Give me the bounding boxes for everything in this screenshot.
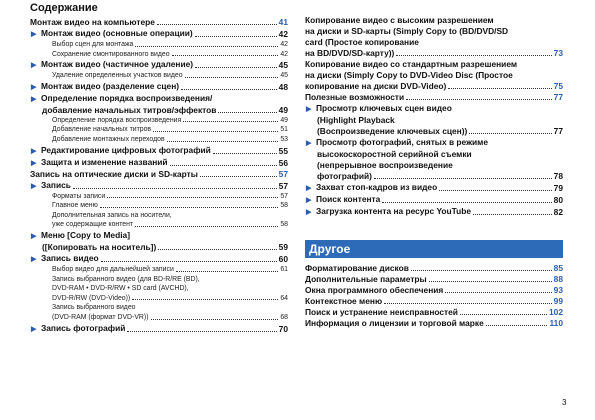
toc-entry-title: (Воспроизведение ключевых сцен)) <box>317 126 468 136</box>
dot-leader <box>195 67 277 68</box>
toc-entry[interactable] <box>305 318 563 329</box>
toc-entry-title: Просмотр фотографий, снятых в режиме <box>316 137 489 147</box>
dot-leader <box>195 36 277 37</box>
dot-leader <box>101 261 277 262</box>
toc-entry-title: Запись выбранного видео (для BD-R/RE (BD), <box>52 275 200 283</box>
toc-entry-title: добавление начальных титров/эффектов <box>42 104 217 115</box>
dot-leader <box>406 99 552 100</box>
dot-leader <box>73 188 277 189</box>
toc-entry[interactable] <box>305 194 563 206</box>
right-triangle-icon: ▶ <box>31 83 37 91</box>
toc-entry-title: Добавление начальных титров <box>52 126 152 134</box>
toc-page-number[interactable]: 58 <box>280 221 288 229</box>
toc-entry[interactable] <box>305 285 563 296</box>
dot-leader <box>107 197 278 198</box>
toc-entry-title: (Highlight Playback <box>317 115 395 125</box>
toc-entry-title: Монтаж видео (разделение сцен) <box>41 80 180 91</box>
right-triangle-icon: ▶ <box>31 62 37 70</box>
dot-leader <box>439 190 551 191</box>
toc-entry-title: card (Простое копирование <box>305 37 419 47</box>
dot-leader <box>132 299 278 300</box>
toc-entry-title: Окна программного обеспечения <box>305 285 444 295</box>
dot-leader <box>176 271 279 272</box>
right-triangle-icon: ▶ <box>31 325 37 333</box>
dot-leader <box>151 319 279 320</box>
toc-entry-title: Монтаж видео (основные операции) <box>41 28 193 38</box>
dot-leader <box>384 303 552 304</box>
toc-page-number[interactable]: 79 <box>553 183 563 193</box>
toc-page-number[interactable]: 75 <box>553 81 563 91</box>
dot-leader <box>486 325 548 326</box>
dot-leader <box>157 24 277 25</box>
toc-entry-title: фотографий) <box>317 171 372 181</box>
toc-entry-title: Полезные возможности <box>305 92 405 102</box>
right-triangle-icon: ▶ <box>31 232 37 240</box>
toc-entry[interactable] <box>30 135 288 145</box>
toc-page-number[interactable]: 57 <box>278 168 288 179</box>
toc-page-number[interactable]: 77 <box>553 126 563 136</box>
toc-entry-title: на BD/DVD/SD-карту)) <box>305 48 395 58</box>
toc-entry[interactable] <box>30 230 288 253</box>
toc-entry-title: Контекстное меню <box>305 296 383 306</box>
toc-entry-title: Копирование видео с высоким разрешением <box>305 15 494 25</box>
toc-entry[interactable] <box>305 137 563 182</box>
toc-page-number[interactable]: 82 <box>553 207 563 217</box>
toc-entry[interactable] <box>305 59 563 92</box>
toc-page-number[interactable]: 73 <box>553 48 563 58</box>
right-triangle-icon: ▶ <box>31 95 37 103</box>
toc-page-number[interactable]: 70 <box>278 323 288 334</box>
dot-leader <box>127 331 276 332</box>
right-triangle-icon: ▶ <box>306 106 312 113</box>
toc-entry[interactable] <box>305 206 563 218</box>
toc-entry[interactable] <box>30 253 288 265</box>
dot-leader <box>213 153 277 154</box>
toc-page-number[interactable]: 77 <box>553 92 563 102</box>
toc-page-number[interactable]: 49 <box>280 116 288 124</box>
toc-page-number[interactable]: 42 <box>278 29 288 39</box>
toc-entry-title: Редактирование цифровых фотографий <box>41 144 211 155</box>
toc-page-number[interactable]: 80 <box>553 195 563 205</box>
toc-entry-title: Защита и изменение названий <box>41 156 168 167</box>
toc-entry-title: Запись на оптические диски и SD-карты <box>30 168 198 179</box>
dot-leader <box>218 112 276 113</box>
toc-page-number[interactable]: 59 <box>278 241 288 252</box>
toc-entry-title: DVD-R/RW (DVD-Video)) <box>52 294 131 302</box>
toc-page-number[interactable]: 68 <box>280 313 288 321</box>
toc-page-number[interactable]: 57 <box>278 180 288 191</box>
toc-entry-title: Форматы записи <box>52 192 106 200</box>
toc-entry[interactable] <box>30 201 288 211</box>
right-triangle-icon: ▶ <box>306 185 312 192</box>
toc-page-number[interactable]: 48 <box>278 81 288 92</box>
right-triangle-icon: ▶ <box>31 182 37 190</box>
toc-entry-title: Главное меню <box>52 202 98 210</box>
toc-entry[interactable] <box>30 180 288 192</box>
toc-entry[interactable] <box>305 274 563 285</box>
toc-page-number[interactable]: 85 <box>553 263 563 273</box>
toc-page-number[interactable]: 93 <box>553 285 563 295</box>
dot-leader <box>473 214 552 215</box>
toc-entry[interactable] <box>305 263 563 274</box>
toc-entry[interactable] <box>30 17 288 28</box>
toc-entry-title: на диски и SD-карты (Simply Copy to (BD/DVD/SD <box>305 26 509 36</box>
dot-leader <box>172 55 279 56</box>
toc-entry[interactable] <box>305 307 563 318</box>
toc-entry-title: Захват стоп-кадров из видео <box>316 182 438 192</box>
toc-list <box>305 15 563 218</box>
right-triangle-icon: ▶ <box>31 255 37 263</box>
toc-page-number[interactable]: 64 <box>280 294 288 302</box>
toc-entry[interactable] <box>30 59 288 71</box>
toc-page-number[interactable]: 57 <box>280 192 288 200</box>
toc-page-number[interactable]: 78 <box>553 171 563 181</box>
toc-entry-title: Запись фотографий <box>41 322 126 333</box>
toc-entry-title: уже содержащие контент <box>52 221 134 229</box>
toc-entry[interactable] <box>30 303 288 322</box>
toc-entry-title: Выбор видео для дальнейшей записи <box>52 265 174 273</box>
dot-leader <box>170 165 277 166</box>
toc-entry[interactable] <box>30 275 288 304</box>
dot-leader <box>135 226 278 227</box>
dot-leader <box>429 281 552 282</box>
dot-leader <box>200 176 277 177</box>
toc-entry[interactable] <box>30 125 288 135</box>
right-triangle-icon: ▶ <box>306 197 312 204</box>
toc-page-number[interactable]: 110 <box>549 318 563 328</box>
toc-entry[interactable] <box>30 211 288 230</box>
toc-entry[interactable] <box>305 15 563 59</box>
toc-page-number[interactable]: 49 <box>278 104 288 115</box>
toc-entry[interactable] <box>30 71 288 81</box>
toc-list-other <box>305 263 563 329</box>
toc-entry-title: Информация о лицензии и торговой марке <box>305 318 484 328</box>
toc-entry[interactable] <box>305 296 563 307</box>
toc-entry[interactable] <box>305 182 563 194</box>
page-title: Содержание <box>30 2 98 14</box>
toc-page-number[interactable]: 55 <box>278 145 288 156</box>
toc-entry[interactable] <box>30 93 288 116</box>
toc-entry-title: Добавление монтажных переходов <box>52 135 165 143</box>
toc-entry[interactable] <box>30 116 288 126</box>
dot-leader <box>100 207 279 208</box>
toc-entry[interactable] <box>305 92 563 103</box>
toc-page-number[interactable]: 41 <box>278 17 288 27</box>
toc-entry-title: высокоскоростной серийной съемки <box>317 149 472 159</box>
dot-leader <box>460 314 547 315</box>
toc-entry-title: Запись <box>41 179 71 190</box>
toc-page-number[interactable]: 61 <box>280 265 288 273</box>
dot-leader <box>448 88 551 89</box>
section-header-other: Другое <box>305 240 563 258</box>
toc-entry[interactable] <box>30 323 288 335</box>
dot-leader <box>135 46 278 47</box>
toc-page-number[interactable]: 88 <box>553 274 563 284</box>
toc-entry[interactable] <box>30 40 288 50</box>
toc-entry[interactable] <box>30 169 288 180</box>
toc-entry-title: Монтаж видео (частичное удаление) <box>41 59 194 70</box>
dot-leader <box>167 141 279 142</box>
toc-entry-title: ([Копировать на носитель]) <box>42 241 157 252</box>
toc-entry[interactable] <box>30 145 288 157</box>
toc-entry-title: Меню [Copy to Media] <box>41 229 130 240</box>
toc-entry-title: Просмотр ключевых сцен видео <box>316 103 452 113</box>
dot-leader <box>469 133 551 134</box>
toc-entry-title: Копирование видео со стандартным разрешением <box>305 59 518 69</box>
toc-entry-title: Сохранение смонтированного видео <box>52 50 170 58</box>
right-triangle-icon: ▶ <box>31 31 37 38</box>
toc-entry-title: Загрузка контента на ресурс YouTube <box>316 206 472 216</box>
toc-page-number[interactable]: 51 <box>280 126 288 134</box>
toc-entry-title: на диски (Simply Copy to DVD-Video Disc (Простое <box>305 70 513 80</box>
dot-leader <box>374 178 552 179</box>
toc-page-number[interactable]: 53 <box>280 135 288 143</box>
toc-entry-title: копирование на диски DVD-Video) <box>305 81 447 91</box>
toc-entry-title: Запись видео <box>41 252 99 263</box>
toc-page-number[interactable]: 102 <box>549 307 563 317</box>
toc-entry-title: (непрерывное воспроизведение <box>317 160 453 170</box>
dot-leader <box>158 249 276 250</box>
toc-entry-title: Удаление определенных участков видео <box>52 72 183 80</box>
toc-entry[interactable] <box>30 28 288 40</box>
toc-entry-title: Определение порядка воспроизведения <box>52 116 182 124</box>
page-number: 3 <box>562 398 567 407</box>
toc-entry-title: Выбор сцен для монтажа <box>52 41 134 48</box>
toc-entry-title: Поиск и устранение неисправностей <box>305 307 458 317</box>
dot-leader <box>396 55 551 56</box>
toc-entry[interactable] <box>30 192 288 202</box>
dot-leader <box>445 292 551 293</box>
toc-entry-title: Форматирование дисков <box>305 263 409 273</box>
toc-page-number[interactable]: 45 <box>278 60 288 71</box>
toc-page-number[interactable]: 58 <box>280 202 288 210</box>
toc-entry-title: Определение порядка воспроизведения/ <box>41 92 213 103</box>
toc-entry[interactable] <box>305 103 563 137</box>
toc-page-number[interactable]: 60 <box>278 253 288 264</box>
dot-leader <box>181 89 277 90</box>
toc-entry-title: (DVD-RAM (формат DVD-VR)) <box>52 313 149 321</box>
right-triangle-icon: ▶ <box>306 140 312 147</box>
right-triangle-icon: ▶ <box>306 209 312 216</box>
right-triangle-icon: ▶ <box>31 159 37 167</box>
toc-entry-title: DVD-RAM • DVD-R/RW • SD card (AVCHD), <box>52 285 189 293</box>
toc-page-number[interactable]: 56 <box>278 157 288 168</box>
toc-page-number[interactable]: 99 <box>553 296 563 306</box>
toc-list <box>30 17 288 335</box>
toc-entry[interactable] <box>30 157 288 169</box>
toc-page-number[interactable]: 42 <box>280 41 288 48</box>
dot-leader <box>183 121 278 122</box>
toc-entry-title: Запись выбранного видео <box>52 304 136 312</box>
toc-entry-title: Дополнительная запись на носители, <box>52 211 172 219</box>
toc-entry-title: Поиск контента <box>316 194 381 204</box>
toc-entry[interactable] <box>30 50 288 60</box>
toc-page-number[interactable]: 45 <box>280 72 288 80</box>
toc-entry-title: Дополнительные параметры <box>305 274 427 284</box>
right-triangle-icon: ▶ <box>31 147 37 155</box>
dot-leader <box>411 270 552 271</box>
toc-entry[interactable] <box>30 265 288 275</box>
toc-entry-title: Монтаж видео на компьютере <box>30 17 155 27</box>
dot-leader <box>382 202 551 203</box>
dot-leader <box>185 77 279 78</box>
toc-page-number[interactable]: 42 <box>280 50 288 58</box>
toc-entry[interactable] <box>30 81 288 93</box>
dot-leader <box>153 131 278 132</box>
